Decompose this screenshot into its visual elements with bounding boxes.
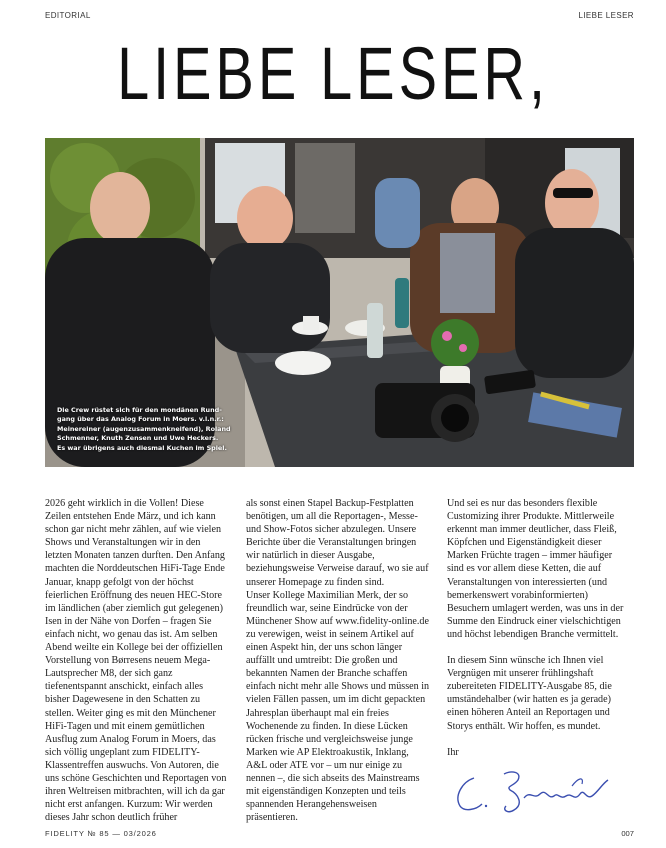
caption-line: Die Crew rüstet sich für den mondänen Rund- — [57, 406, 222, 414]
issue-label: FIDELITY № 85 — 03/2026 — [45, 829, 157, 838]
page-title: LIEBE LESER, — [117, 32, 549, 115]
text-column-1 — [45, 497, 229, 824]
text-column-2 — [246, 497, 430, 824]
paragraph: 2026 geht wirklich in die Vollen! Diese Zeilen entstehen Ende März, und ich kann schon gar nicht mehr zählen, auf wie vielen Shows und Veranstaltungen wir in den letzten Monaten tanzen durften. Den Anfang machten die Norddeutschen HiFi-Tage Ende Januar, knapp gefolgt von der höchst feierlichen Eröffnung des neuen HEC-Store im ländlichen (aber ziemlich gut gelegenen) Isen in der Nähe von Dorfen – fragen Sie einfach nicht, wo genau das ist. Am selben Abend weilte ein Kollege bei der offiziellen Vorstellung von Børresens neuem Mega-Lautsprecher M8, der sich ganz tiefenentspannt anschickt, einfach alles bisher Dagewesene in den Schatten zu stellen. Weiter ging es mit den Münchener HiFi-Tagen und mit einem gemütlichen Ausflug zum Analog Forum in Moers, das sich völlig ungeplant zum FIDELITY-Klassentreffen auswuchs. Von Autoren, die uns schöne Geschichten und Reportagen von ihren Weltreisen mitbrachten, will ich da gar nicht erst anfangen. Kurzum: Wir werden dieses Jahr schon deutlich früher — [45, 498, 227, 824]
paragraph: als sonst einen Stapel Backup-Festplatten benötigen, um all die Reportagen-, Messe- und Show-Fotos sicher abzulegen. Unsere Berichte über die Veranstaltungen bringen wir natürlich in dieser Ausgabe, beziehungsweise Verweise darauf, wo sie auf unserer Homepage zu finden sind. — [246, 498, 429, 588]
caption-line: Schmenner, Knuth Zensen und Uwe Heckers. — [57, 434, 219, 443]
caption-line: gang über das Analog Forum in Moers. v.l.n.r.: — [57, 415, 224, 424]
text-column-3 — [447, 497, 631, 759]
paragraph: In diesem Sinn wünsche ich Ihnen viel Vergnügen mit unserer frühlingshaft zubereiteten FIDELITY-Ausgabe 85, die umständehalber (wir hatten es ja gerade) einen höheren Anteil an Reportagen und Storys enthält. Wir hoffen, es mundet. — [447, 655, 612, 732]
sign-off: Ihr — [447, 746, 459, 758]
paragraph: Unser Kollege Maximilian Merk, der so freundlich war, seine Eindrücke von der Münchener Show auf www.fidelity-online.de zu verewigen, weist in seinem Artikel auf einen Aspekt hin, der uns schon länger auffällt und umtreibt: Die großen und bekannten Namen der Branche schaffen einfach nicht mehr alle Shows und müssen in vielen Fällen passen, um im dicht gepackten Jahresplan überhaupt mal ein freies Wochenende zu finden. In diese Lücken rücken frische und vergleichsweise junge Marken wie AP Elektroakustik, Inklang, A&L oder ATE vor – um nur einige zu nennen –, die sich abseits des Mainstreams mit eigenständigen Konzepten und teils spannenden Herangehensweisen präsentieren. — [246, 589, 430, 824]
caption-line: Meinereiner (augenzusammenkneifend), Roland — [57, 424, 231, 433]
caption-line: Es war übrigens auch diesmal Kuchen im Spiel. — [57, 443, 227, 452]
crew-photo — [45, 138, 634, 467]
photo-caption — [57, 406, 277, 453]
paragraph: Und sei es nur das besonders flexible Customizing ihrer Produkte. Mittlerweile erkennt man immer deutlicher, dass Fleiß, Köpfchen und Eigenständigkeit dieser Marken Früchte tragen – immer häufiger sind es vor allem diese Ketten, die auf Veranstaltungen von interessierten (und bemerkenswert vorabinformierten) Besuchern umlagert werden, was uns in der Summe den Eindruck einer vielschichtigen und höchst lebendigen Branche vermittelt. — [447, 498, 624, 640]
page-number: 007 — [621, 829, 634, 838]
signature-image — [452, 766, 634, 816]
section-label: EDITORIAL — [45, 11, 91, 20]
topic-label: LIEBE LESER — [578, 11, 634, 20]
